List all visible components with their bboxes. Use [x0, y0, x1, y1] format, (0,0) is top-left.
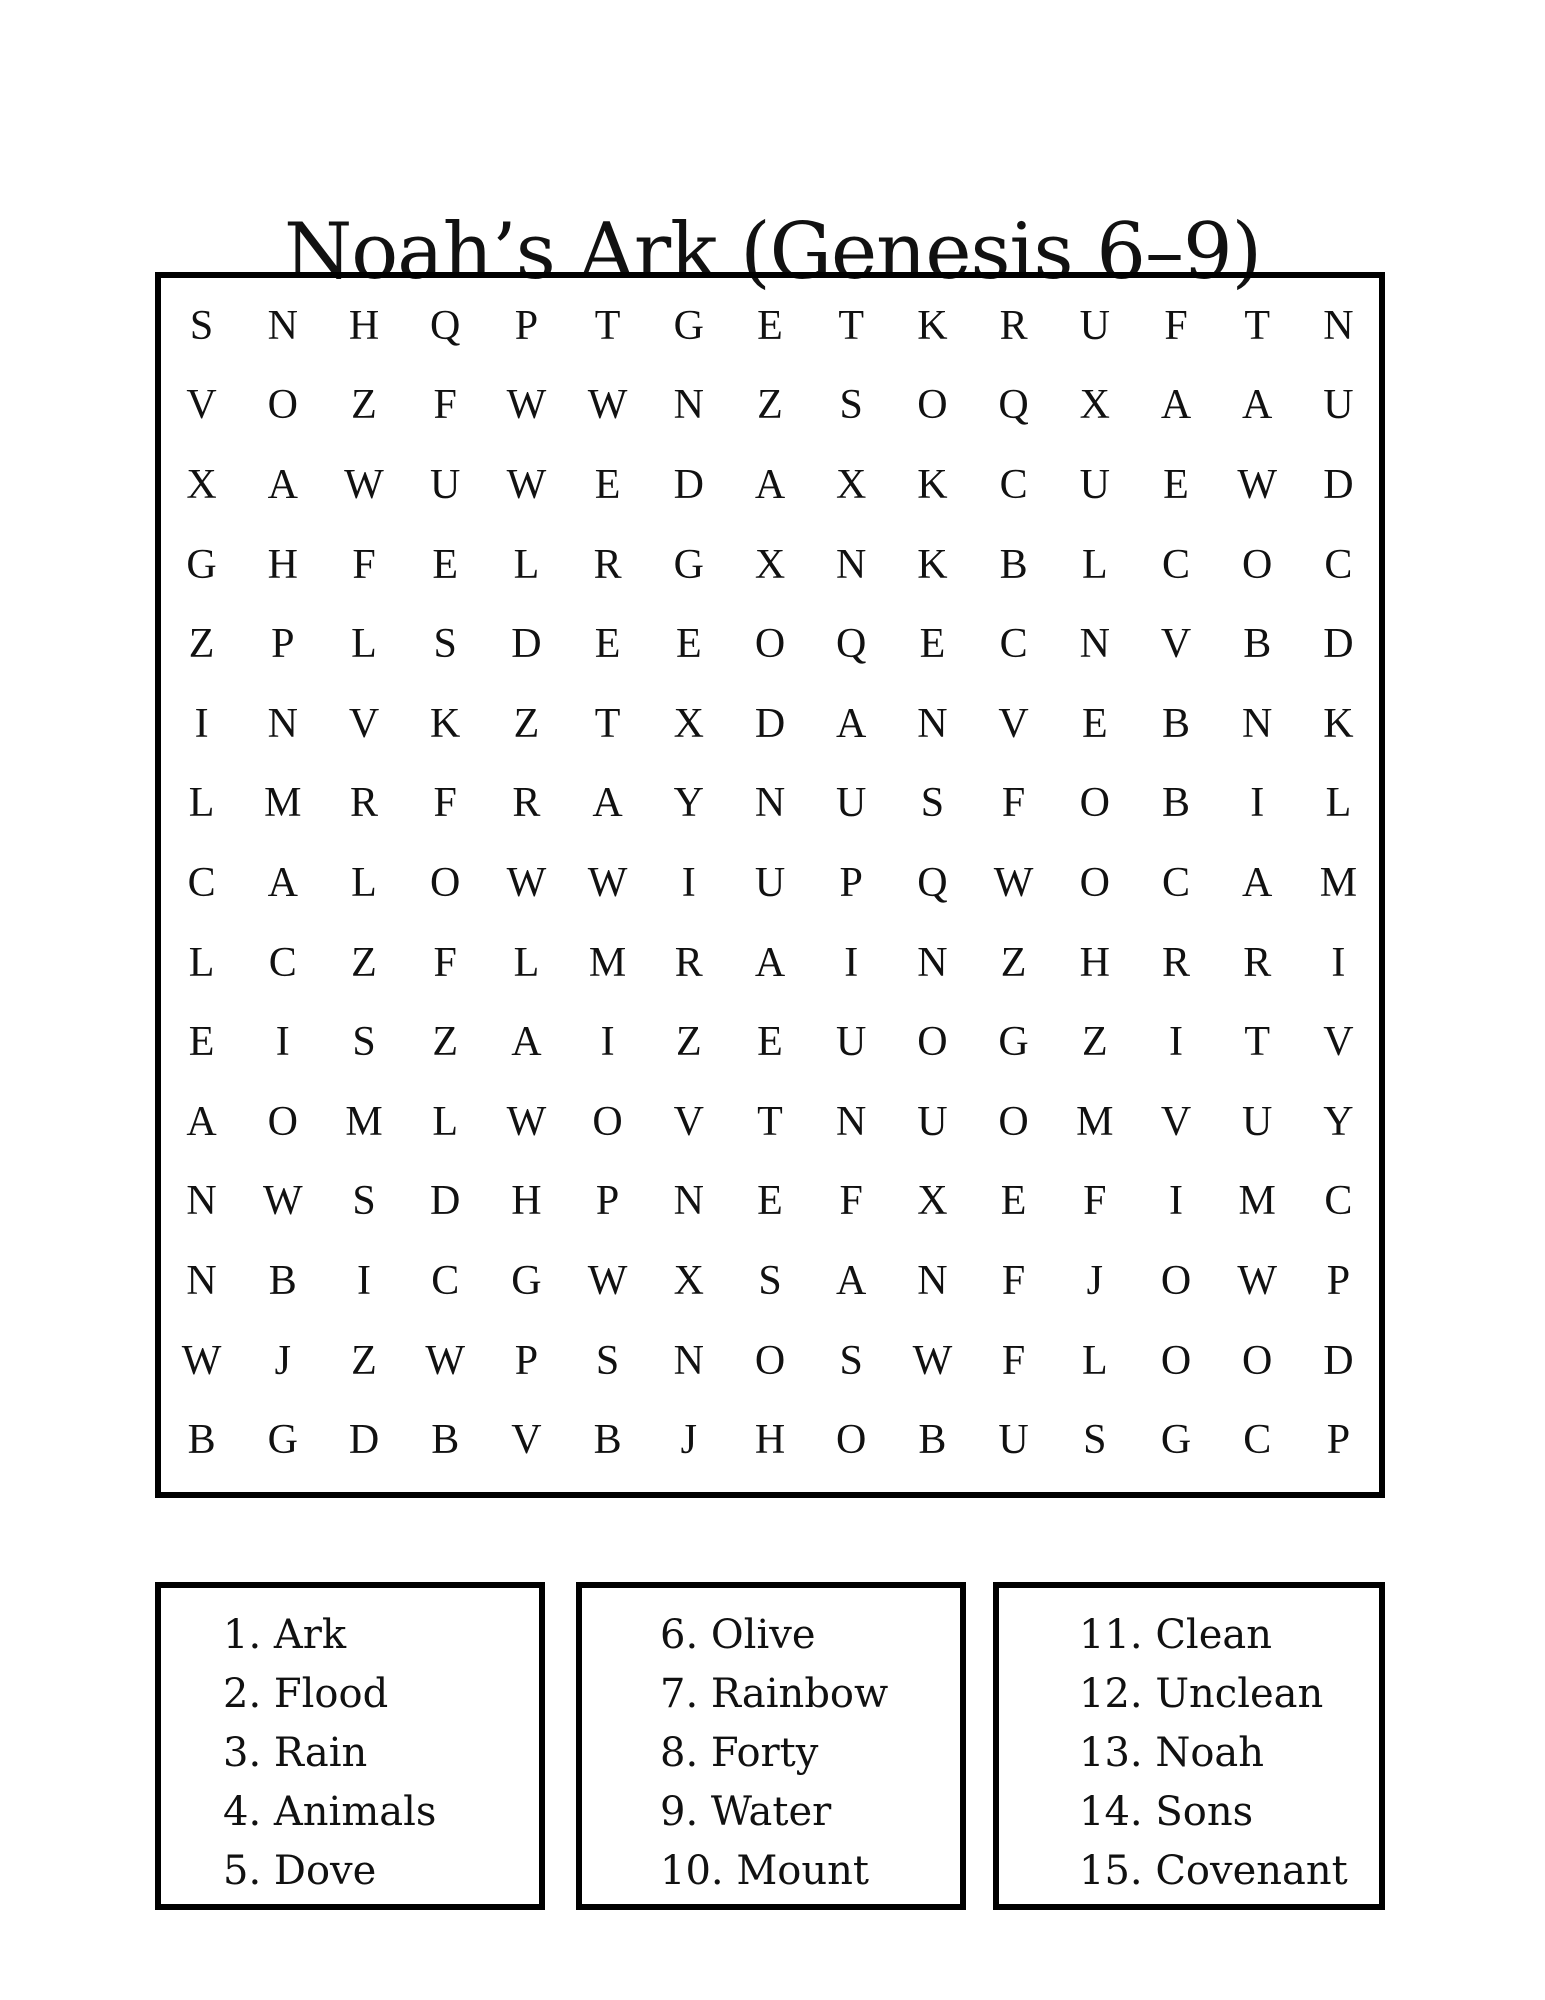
- grid-cell[interactable]: C: [1161, 541, 1190, 588]
- grid-cell[interactable]: W: [587, 1257, 628, 1304]
- grid-cell[interactable]: Q: [917, 859, 948, 906]
- grid-cell[interactable]: Q: [430, 302, 461, 349]
- grid-cell[interactable]: R: [512, 780, 541, 827]
- grid-cell[interactable]: N: [673, 382, 704, 429]
- grid-cell[interactable]: J: [1086, 1257, 1103, 1304]
- grid-cell[interactable]: X: [673, 700, 704, 747]
- grid-cell[interactable]: I: [1168, 1178, 1183, 1225]
- grid-cell[interactable]: O: [592, 1098, 623, 1145]
- grid-cell[interactable]: U: [1079, 302, 1110, 349]
- grid-cell[interactable]: O: [754, 1337, 786, 1384]
- grid-cell[interactable]: D: [511, 621, 542, 668]
- grid-cell[interactable]: Q: [998, 382, 1029, 429]
- grid-cell[interactable]: P: [514, 1337, 539, 1384]
- word-item: 12. Unclean: [1079, 1671, 1324, 1717]
- grid-cell[interactable]: B: [268, 1257, 297, 1304]
- grid-cell[interactable]: L: [432, 1098, 459, 1145]
- grid-cell[interactable]: K: [917, 541, 948, 588]
- grid-cell[interactable]: N: [186, 1257, 217, 1304]
- grid-cell[interactable]: C: [1324, 1178, 1353, 1225]
- grid-cell[interactable]: A: [1160, 382, 1192, 429]
- grid-cell[interactable]: B: [593, 1417, 622, 1464]
- grid-cell[interactable]: F: [352, 541, 376, 588]
- grid-cell[interactable]: X: [917, 1178, 948, 1225]
- grid-cell[interactable]: I: [1168, 1019, 1183, 1066]
- grid-cell[interactable]: I: [681, 859, 696, 906]
- grid-cell[interactable]: E: [675, 621, 702, 668]
- grid-cell[interactable]: O: [1079, 859, 1110, 906]
- word-item: 5. Dove: [223, 1848, 377, 1894]
- grid-cell[interactable]: L: [351, 859, 377, 906]
- grid-cell[interactable]: D: [1323, 1337, 1354, 1384]
- grid-cell[interactable]: Z: [513, 700, 540, 747]
- grid-cell[interactable]: C: [1324, 541, 1353, 588]
- grid-cell[interactable]: N: [1242, 700, 1273, 747]
- grid-cell[interactable]: I: [275, 1019, 290, 1066]
- grid-cell[interactable]: E: [757, 1019, 783, 1066]
- word-item: 6. Olive: [660, 1612, 816, 1658]
- grid-cell[interactable]: X: [836, 461, 867, 508]
- grid-cell[interactable]: N: [186, 1178, 217, 1225]
- grid-cell[interactable]: E: [432, 541, 459, 588]
- grid-cell[interactable]: S: [920, 780, 945, 827]
- grid-cell[interactable]: Y: [673, 780, 704, 827]
- grid-cell[interactable]: R: [999, 302, 1028, 349]
- grid-cell[interactable]: Z: [1000, 939, 1027, 986]
- grid-cell[interactable]: D: [1323, 461, 1354, 508]
- grid-cell[interactable]: B: [1243, 621, 1272, 668]
- grid-cell[interactable]: N: [1323, 302, 1354, 349]
- grid-cell[interactable]: N: [673, 1337, 704, 1384]
- grid-cell[interactable]: O: [1242, 1337, 1273, 1384]
- grid-cell[interactable]: M: [1238, 1178, 1276, 1225]
- grid-cell[interactable]: N: [267, 302, 298, 349]
- grid-cell[interactable]: X: [754, 541, 786, 588]
- grid-cell[interactable]: M: [345, 1098, 383, 1145]
- word-item: 2. Flood: [223, 1671, 389, 1717]
- grid-cell[interactable]: B: [431, 1417, 460, 1464]
- grid-cell[interactable]: C: [268, 939, 297, 986]
- grid-cell[interactable]: C: [187, 859, 216, 906]
- grid-cell[interactable]: U: [998, 1417, 1029, 1464]
- grid-cell[interactable]: Z: [757, 382, 783, 429]
- grid-cell[interactable]: T: [1244, 1019, 1271, 1066]
- grid-cell[interactable]: L: [1325, 780, 1352, 827]
- grid-cell[interactable]: N: [673, 1178, 704, 1225]
- grid-cell[interactable]: E: [757, 1178, 783, 1225]
- grid-cell[interactable]: A: [836, 700, 867, 747]
- grid-cell[interactable]: I: [356, 1257, 371, 1304]
- grid-cell[interactable]: T: [594, 302, 621, 349]
- word-item: 3. Rain: [223, 1730, 368, 1776]
- grid-cell[interactable]: R: [1243, 939, 1272, 986]
- grid-cell[interactable]: A: [836, 1257, 867, 1304]
- grid-cell[interactable]: O: [267, 1098, 298, 1145]
- grid-cell[interactable]: O: [1160, 1337, 1192, 1384]
- grid-cell[interactable]: H: [511, 1178, 542, 1225]
- grid-cell[interactable]: K: [1323, 700, 1354, 747]
- grid-cell[interactable]: D: [430, 1178, 461, 1225]
- grid-cell[interactable]: P: [514, 302, 539, 349]
- grid-cell[interactable]: K: [917, 302, 948, 349]
- grid-cell[interactable]: U: [917, 1098, 948, 1145]
- grid-cell[interactable]: S: [1083, 1417, 1107, 1464]
- grid-cell[interactable]: H: [267, 541, 298, 588]
- grid-cell[interactable]: I: [194, 700, 209, 747]
- grid-cell[interactable]: V: [186, 382, 217, 429]
- word-item: 10. Mount: [660, 1848, 869, 1894]
- grid-cell[interactable]: U: [1079, 461, 1110, 508]
- grid-cell[interactable]: X: [673, 1257, 704, 1304]
- grid-cell[interactable]: S: [352, 1178, 376, 1225]
- grid-cell[interactable]: O: [1079, 780, 1110, 827]
- grid-cell[interactable]: V: [511, 1417, 542, 1464]
- grid-cell[interactable]: C: [1161, 859, 1190, 906]
- grid-cell[interactable]: L: [188, 939, 215, 986]
- grid-cell[interactable]: J: [274, 1337, 291, 1384]
- grid-cell[interactable]: E: [1000, 1178, 1027, 1225]
- grid-cell[interactable]: D: [673, 461, 704, 508]
- grid-cell[interactable]: T: [757, 1098, 783, 1145]
- grid-cell[interactable]: X: [1079, 382, 1110, 429]
- grid-cell[interactable]: L: [1081, 541, 1108, 588]
- grid-cell[interactable]: N: [754, 780, 786, 827]
- grid-cell[interactable]: D: [754, 700, 786, 747]
- grid-cell[interactable]: G: [673, 302, 704, 349]
- grid-cell[interactable]: I: [844, 939, 859, 986]
- word-list-box-2: [576, 1582, 966, 1910]
- word-list-box-1: [155, 1582, 545, 1910]
- grid-cell[interactable]: N: [836, 541, 867, 588]
- grid-cell[interactable]: A: [754, 461, 786, 508]
- grid-cell[interactable]: C: [431, 1257, 460, 1304]
- grid-cell[interactable]: N: [267, 700, 298, 747]
- grid-cell[interactable]: W: [262, 1178, 303, 1225]
- word-item: 13. Noah: [1079, 1730, 1265, 1776]
- grid-cell[interactable]: U: [1242, 1098, 1273, 1145]
- grid-cell[interactable]: G: [1160, 1417, 1192, 1464]
- grid-cell[interactable]: E: [594, 461, 621, 508]
- grid-cell[interactable]: P: [595, 1178, 620, 1225]
- grid-cell[interactable]: P: [271, 621, 295, 668]
- grid-cell[interactable]: F: [433, 939, 457, 986]
- grid-cell[interactable]: E: [919, 621, 946, 668]
- grid-cell[interactable]: K: [917, 461, 948, 508]
- grid-cell[interactable]: O: [917, 1019, 948, 1066]
- grid-cell[interactable]: W: [506, 382, 547, 429]
- grid-cell[interactable]: D: [348, 1417, 380, 1464]
- grid-cell[interactable]: H: [348, 302, 380, 349]
- grid-cell[interactable]: F: [433, 382, 457, 429]
- grid-cell[interactable]: I: [1250, 780, 1265, 827]
- word-item: 4. Animals: [223, 1789, 437, 1835]
- grid-cell[interactable]: C: [1243, 1417, 1272, 1464]
- grid-cell[interactable]: U: [836, 1019, 867, 1066]
- word-list-box-3: [993, 1582, 1385, 1910]
- grid-cell[interactable]: S: [758, 1257, 782, 1304]
- grid-cell[interactable]: K: [430, 700, 461, 747]
- grid-cell[interactable]: R: [1161, 939, 1190, 986]
- grid-cell[interactable]: R: [593, 541, 622, 588]
- grid-cell[interactable]: E: [1081, 700, 1108, 747]
- grid-cell[interactable]: N: [917, 700, 948, 747]
- grid-cell[interactable]: Z: [351, 1337, 377, 1384]
- grid-cell[interactable]: P: [839, 859, 863, 906]
- grid-cell[interactable]: O: [754, 621, 786, 668]
- grid-cell[interactable]: S: [839, 382, 863, 429]
- grid-cell[interactable]: G: [998, 1019, 1029, 1066]
- grid-cell[interactable]: Z: [351, 939, 377, 986]
- word-item: 14. Sons: [1079, 1789, 1254, 1835]
- grid-cell[interactable]: L: [513, 541, 540, 588]
- grid-cell[interactable]: A: [754, 939, 786, 986]
- grid-cell[interactable]: M: [264, 780, 302, 827]
- grid-cell[interactable]: J: [680, 1417, 697, 1464]
- grid-cell[interactable]: A: [592, 780, 623, 827]
- grid-cell[interactable]: R: [349, 780, 378, 827]
- grid-cell[interactable]: O: [1160, 1257, 1192, 1304]
- grid-cell[interactable]: L: [513, 939, 540, 986]
- grid-cell[interactable]: P: [1326, 1417, 1351, 1464]
- grid-cell[interactable]: S: [352, 1019, 376, 1066]
- word-item: 8. Forty: [660, 1730, 819, 1776]
- grid-cell[interactable]: C: [999, 461, 1028, 508]
- grid-cell[interactable]: Z: [1081, 1019, 1108, 1066]
- grid-cell[interactable]: V: [348, 700, 380, 747]
- grid-cell[interactable]: Z: [351, 382, 377, 429]
- grid-cell[interactable]: L: [351, 621, 377, 668]
- grid-cell[interactable]: B: [1161, 780, 1190, 827]
- grid-cell[interactable]: S: [595, 1337, 620, 1384]
- grid-cell[interactable]: O: [917, 382, 948, 429]
- grid-cell[interactable]: F: [839, 1178, 863, 1225]
- grid-cell[interactable]: W: [425, 1337, 466, 1384]
- grid-cell[interactable]: B: [999, 541, 1028, 588]
- grid-cell[interactable]: R: [674, 939, 703, 986]
- grid-cell[interactable]: L: [188, 780, 215, 827]
- grid-cell[interactable]: A: [267, 859, 298, 906]
- grid-cell[interactable]: G: [267, 1417, 298, 1464]
- grid-cell[interactable]: L: [1081, 1337, 1108, 1384]
- grid-cell[interactable]: B: [1161, 700, 1190, 747]
- grid-cell[interactable]: F: [1001, 1257, 1026, 1304]
- grid-cell[interactable]: U: [430, 461, 461, 508]
- grid-cell[interactable]: U: [754, 859, 786, 906]
- grid-cell[interactable]: F: [1001, 780, 1026, 827]
- grid-cell[interactable]: E: [1163, 461, 1189, 508]
- grid-cell[interactable]: U: [836, 780, 867, 827]
- grid-cell[interactable]: T: [838, 302, 865, 349]
- grid-cell[interactable]: W: [587, 382, 628, 429]
- grid-cell[interactable]: H: [1079, 939, 1110, 986]
- grid-cell[interactable]: V: [1323, 1019, 1354, 1066]
- grid-cell[interactable]: T: [1244, 302, 1271, 349]
- grid-cell[interactable]: G: [511, 1257, 542, 1304]
- grid-cell[interactable]: Q: [836, 621, 867, 668]
- grid-cell[interactable]: F: [1083, 1178, 1107, 1225]
- grid-cell[interactable]: O: [430, 859, 461, 906]
- grid-cell[interactable]: S: [839, 1337, 863, 1384]
- grid-cell[interactable]: N: [917, 1257, 948, 1304]
- grid-cell[interactable]: E: [757, 302, 783, 349]
- grid-cell[interactable]: T: [594, 700, 621, 747]
- grid-cell[interactable]: G: [673, 541, 704, 588]
- grid-cell[interactable]: O: [836, 1417, 867, 1464]
- grid-cell[interactable]: N: [836, 1098, 867, 1145]
- grid-cell[interactable]: Z: [188, 621, 215, 668]
- grid-cell[interactable]: M: [1319, 859, 1358, 906]
- grid-cell[interactable]: V: [673, 1098, 704, 1145]
- page-title: Noah’s Ark (Genesis 6–9): [283, 207, 1261, 298]
- grid-cell[interactable]: U: [1323, 382, 1354, 429]
- word-item: 1. Ark: [223, 1612, 347, 1658]
- grid-cell[interactable]: Y: [1323, 1098, 1354, 1145]
- grid-cell[interactable]: W: [587, 859, 628, 906]
- grid-cell[interactable]: W: [912, 1337, 953, 1384]
- letter-grid: [155, 272, 1385, 1498]
- grid-cell[interactable]: D: [1323, 621, 1354, 668]
- grid-cell[interactable]: W: [1237, 461, 1278, 508]
- grid-cell[interactable]: N: [917, 939, 948, 986]
- grid-cell[interactable]: W: [506, 1098, 547, 1145]
- grid-cell[interactable]: W: [181, 1337, 222, 1384]
- grid-cell[interactable]: B: [187, 1417, 216, 1464]
- grid-cell[interactable]: A: [267, 461, 298, 508]
- word-item: 11. Clean: [1079, 1612, 1273, 1658]
- grid-cell[interactable]: I: [1331, 939, 1346, 986]
- grid-cell[interactable]: B: [918, 1417, 947, 1464]
- grid-cell[interactable]: W: [506, 461, 547, 508]
- grid-cell[interactable]: F: [1164, 302, 1188, 349]
- grid-cell[interactable]: O: [1242, 541, 1273, 588]
- grid-cell[interactable]: M: [588, 939, 627, 986]
- word-item: 7. Rainbow: [660, 1671, 889, 1717]
- grid-cell[interactable]: A: [511, 1019, 542, 1066]
- grid-cell[interactable]: A: [186, 1098, 217, 1145]
- grid-cell[interactable]: P: [1326, 1257, 1351, 1304]
- grid-cell[interactable]: F: [433, 780, 457, 827]
- grid-cell[interactable]: W: [1237, 1257, 1278, 1304]
- grid-cell[interactable]: E: [188, 1019, 215, 1066]
- grid-cell[interactable]: A: [1242, 859, 1273, 906]
- grid-cell[interactable]: W: [344, 461, 384, 508]
- grid-cell[interactable]: O: [998, 1098, 1029, 1145]
- word-item: 15. Covenant: [1079, 1848, 1348, 1894]
- grid-cell[interactable]: V: [1160, 621, 1192, 668]
- grid-cell[interactable]: A: [1242, 382, 1273, 429]
- grid-cell[interactable]: E: [594, 621, 621, 668]
- grid-cell[interactable]: X: [186, 461, 217, 508]
- word-item: 9. Water: [660, 1789, 832, 1835]
- grid-cell[interactable]: S: [189, 302, 214, 349]
- grid-cell[interactable]: Z: [675, 1019, 702, 1066]
- grid-cell[interactable]: V: [1160, 1098, 1192, 1145]
- grid-cell[interactable]: G: [186, 541, 217, 588]
- grid-cell[interactable]: V: [998, 700, 1029, 747]
- grid-cell[interactable]: I: [600, 1019, 615, 1066]
- grid-cell[interactable]: C: [999, 621, 1028, 668]
- grid-cell[interactable]: M: [1076, 1098, 1114, 1145]
- grid-cell[interactable]: F: [1001, 1337, 1026, 1384]
- grid-cell[interactable]: S: [433, 621, 457, 668]
- grid-cell[interactable]: N: [1079, 621, 1110, 668]
- grid-cell[interactable]: H: [754, 1417, 786, 1464]
- grid-cell[interactable]: W: [993, 859, 1034, 906]
- grid-cell[interactable]: O: [267, 382, 298, 429]
- grid-cell[interactable]: W: [506, 859, 547, 906]
- grid-cell[interactable]: Z: [432, 1019, 459, 1066]
